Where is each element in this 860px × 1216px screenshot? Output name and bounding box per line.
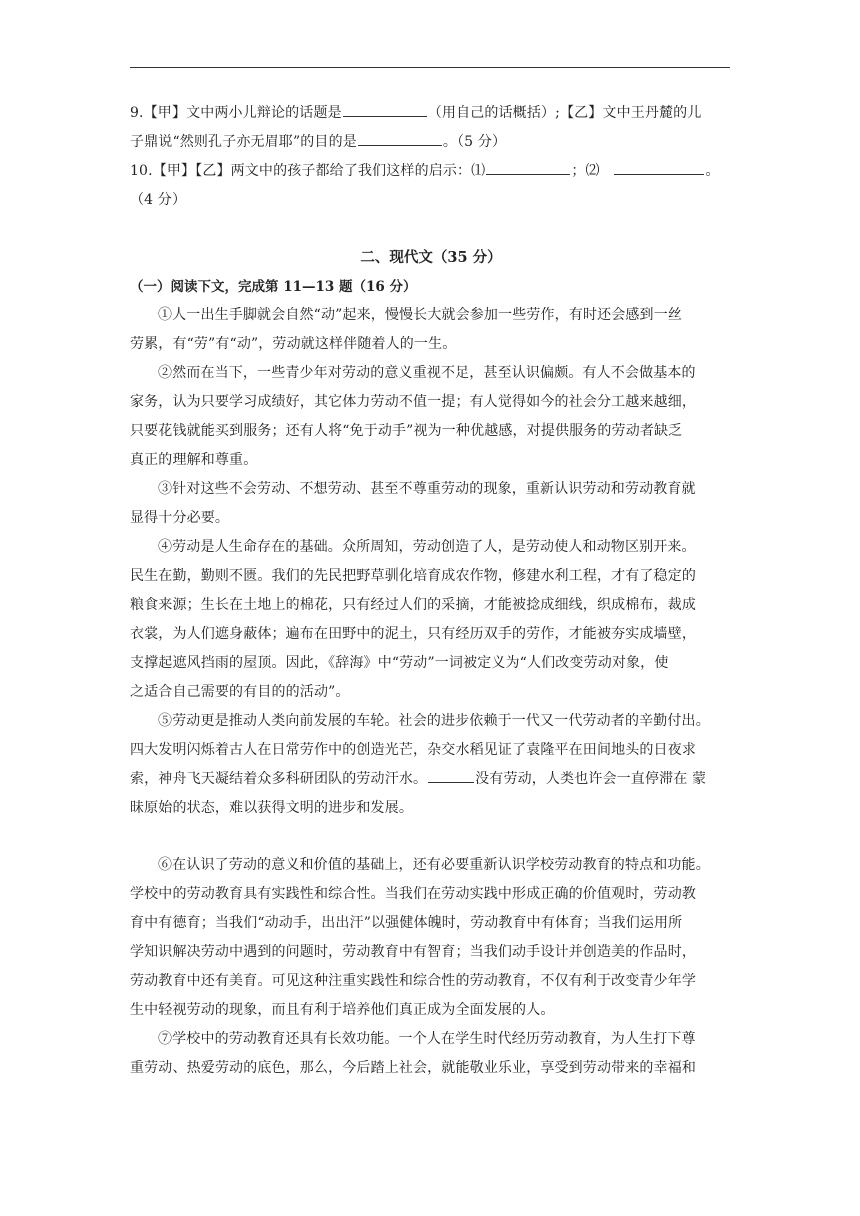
answer-blank[interactable] bbox=[343, 104, 427, 117]
answer-blank[interactable] bbox=[486, 162, 570, 175]
question-10-line-2: （4 分） bbox=[130, 192, 187, 208]
question-9-line-2: 子鼎说“然则孔子亦无眉耶”的目的是 。（5 分） bbox=[130, 134, 507, 150]
answer-blank[interactable] bbox=[614, 162, 704, 175]
answer-blank[interactable] bbox=[428, 770, 474, 783]
paragraph-6: ⑥在认识了劳动的意义和价值的基础上，还有必要重新认识学校劳动教育的特点和功能。 学校中的劳动教育具有实践性和综合性。当我们在劳动实践中形成正确的价值观时，劳动教 育中有德育；当我们“动动手，出出汗”以强健体魄时，劳动教育中有体育；当我们运用所 学知识解决劳动中遇到的问题时，劳动教育中有智育；当我们动手设计并创造美的作品时， 劳动教育中还有美育。可见这种注重实践性和综合性的劳动教育，不仅有利于改变青少年学 生中轻视劳动的现象，而且有利于培养他们真正成为全面发展的人。 bbox=[130, 857, 710, 1018]
paragraph-1: ①人一出生手脚就会自然“动”起来，慢慢长大就会参加一些劳作，有时还会感到一丝 劳累，有“劳”有“动”，劳动就这样伴随着人的一生。 bbox=[130, 307, 683, 352]
answer-blank[interactable] bbox=[358, 133, 442, 146]
document-body bbox=[130, 99, 732, 1083]
paragraph-4: ④劳动是人生命存在的基础。众所周知，劳动创造了人，是劳动使人和动物区别开来。 民生在勤，勤则不匮。我们的先民把野草驯化培育成农作物，修建水利工程，才有了稳定的 粮食来源；生长在土地上的棉花，只有经过人们的采摘，才能被捻成细线，织成棉布，裁成 衣裳，为人们遮身蔽体；遍布在田野中的泥土，只有经历双手的劳作，才能被夯实成墙壁， 支撑起遮风挡雨的屋顶。因此，《辞海》中“劳动”一词被定义为“人们改变劳动对象，使 之适合自己需要的有目的的活动”。 bbox=[130, 539, 696, 700]
paragraph-5: ⑤劳动更是推动人类向前发展的车轮。社会的进步依赖于一代又一代劳动者的辛勤付出。 四大发明闪烁着古人在日常劳作中的创造光芒，杂交水稻见证了袁隆平在田间地头的日夜求 索，神舟飞天凝结着众多科研团队的劳动汗水。 没有劳动，人类也许会一直停滞在 蒙 昧原始的状态，难以获得文明的进步和发展。 bbox=[130, 713, 710, 816]
header-rule bbox=[130, 67, 730, 68]
section-title: 二、现代文（35 分） bbox=[360, 249, 502, 266]
question-9-line-1: 9.【甲】文中两小儿辩论的话题是 （用自己的话概括）;【乙】文中王丹麓的儿 bbox=[130, 105, 702, 121]
paragraph-3: ③针对这些不会劳动、不想劳动、甚至不尊重劳动的现象，重新认识劳动和劳动教育就 显得十分必要。 bbox=[130, 481, 696, 526]
paragraph-2: ②然而在当下，一些青少年对劳动的意义重视不足，甚至认识偏颇。有人不会做基本的 家务，认为只要学习成绩好，其它体力劳动不值一提；有人觉得如今的社会分工越来越细， 只要花钱就能买到服务；还有人将“免于动手”视为一种优越感，对提供服务的劳动者缺乏 真正的理解和尊重。 bbox=[130, 365, 696, 468]
question-10-line-1: 10.【甲】【乙】两文中的孩子都给了我们这样的启示：⑴ ；⑵ 。 bbox=[130, 163, 720, 179]
section-subtitle: （一）阅读下文，完成第 11—13 题（16 分） bbox=[130, 279, 417, 295]
paragraph-7: ⑦学校中的劳动教育还具有长效功能。一个人在学生时代经历劳动教育，为人生打下尊 重劳动、热爱劳动的底色，那么，今后踏上社会，就能敬业乐业，享受到劳动带来的幸福和 bbox=[130, 1031, 696, 1076]
